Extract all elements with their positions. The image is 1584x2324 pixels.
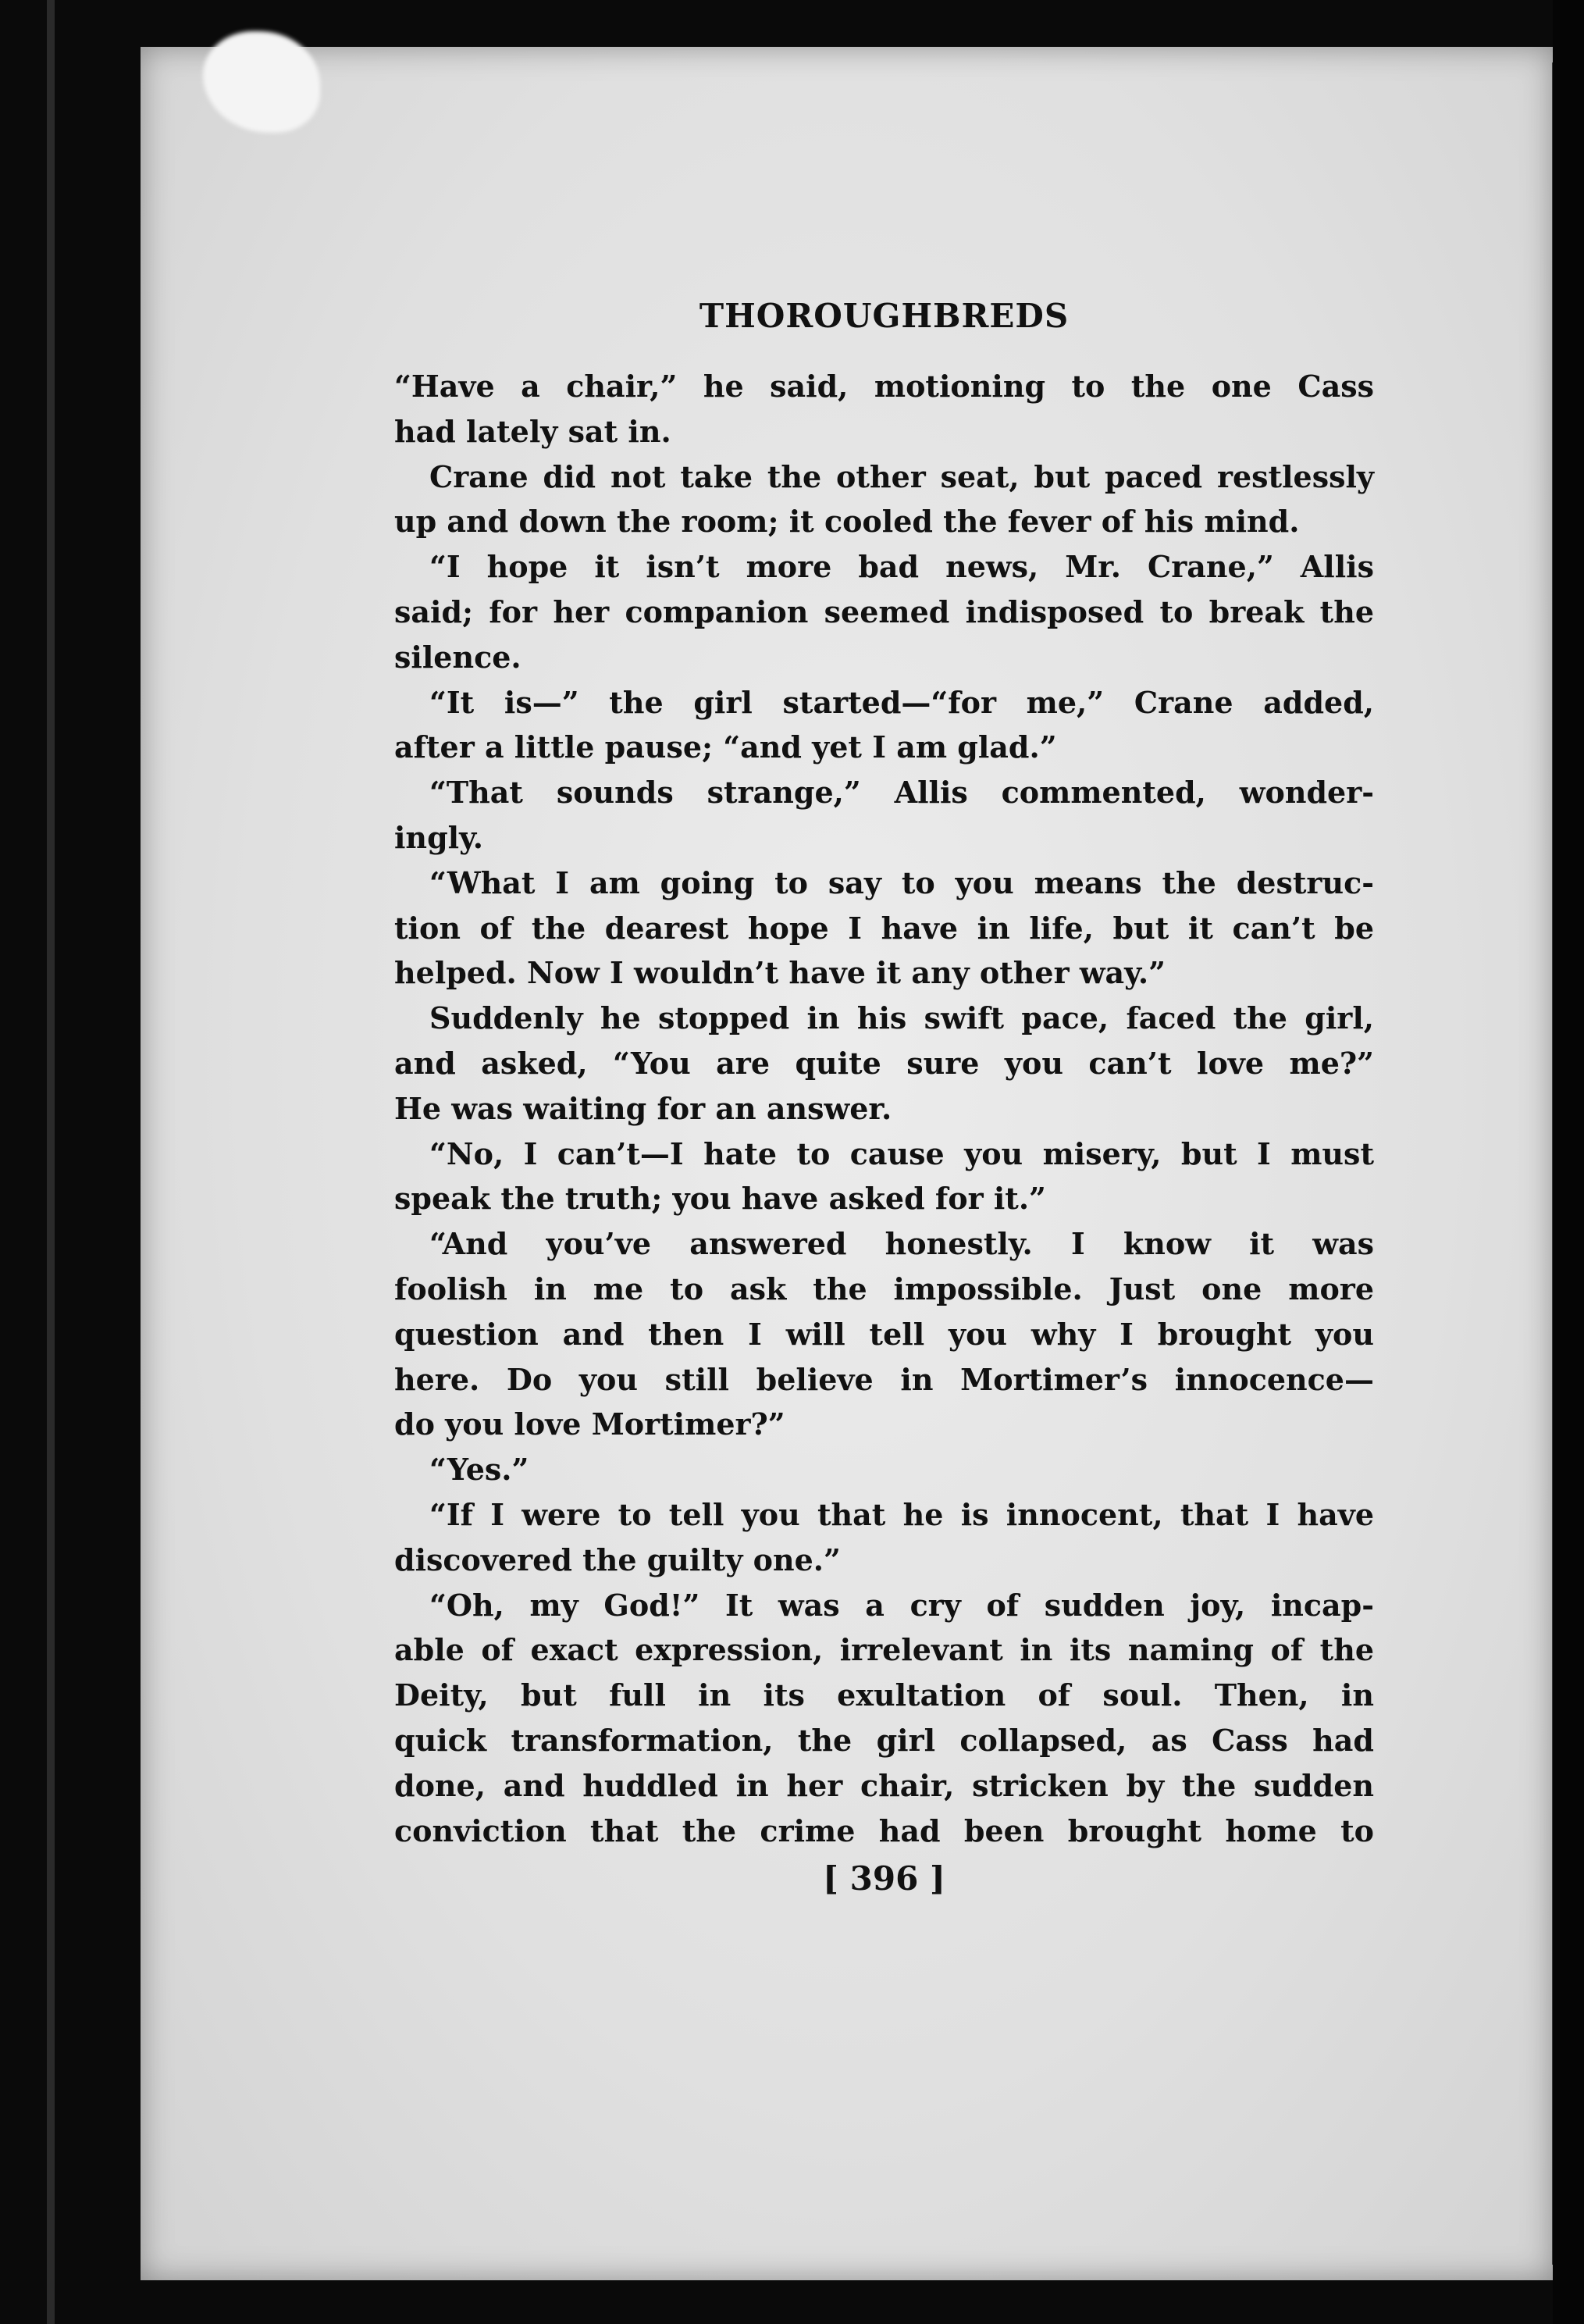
- running-head: THOROUGHBREDS: [699, 297, 1070, 335]
- text-line: He was waiting for an answer.: [394, 1090, 892, 1126]
- page-text-block: [394, 297, 1374, 1900]
- text-line: and asked, “You are quite sure you can’t love me?”: [394, 1045, 1374, 1081]
- text-line: “That sounds strange,” Allis commented, wonder-: [429, 775, 1374, 811]
- text-line: done, and huddled in her chair, stricken by the sudden: [394, 1767, 1374, 1803]
- text-line: silence.: [394, 639, 521, 675]
- text-line: able of exact expression, irrelevant in its naming of the: [394, 1632, 1374, 1668]
- text-line: “Yes.”: [429, 1452, 529, 1488]
- text-line: quick transformation, the girl collapsed, as Cass had: [394, 1722, 1374, 1758]
- text-line: Deity, but full in its exultation of soul. Then, in: [394, 1677, 1374, 1713]
- text-line: “If I were to tell you that he is innocent, that I have: [429, 1496, 1374, 1532]
- right-shadow: [1553, 0, 1584, 2324]
- text-line: here. Do you still believe in Mortimer’s innocence—: [394, 1361, 1374, 1397]
- text-line: conviction that the crime had been brought home to: [394, 1813, 1374, 1848]
- text-line: “I hope it isn’t more bad news, Mr. Crane,” Allis: [429, 549, 1374, 585]
- text-line: “No, I can’t—I hate to cause you misery, but I must: [429, 1135, 1374, 1171]
- text-line: had lately sat in.: [394, 413, 671, 449]
- text-line: question and then I will tell you why I brought you: [394, 1316, 1374, 1352]
- text-line: after a little pause; “and yet I am glad.”: [394, 729, 1057, 765]
- text-line: “Have a chair,” he said, motioning to the one Cass: [394, 369, 1374, 404]
- text-line: up and down the room; it cooled the fever of his mind.: [394, 504, 1300, 540]
- text-line: “Oh, my God!” It was a cry of sudden joy, incap-: [429, 1587, 1374, 1623]
- text-line: “What I am going to say to you means the destruc-: [429, 864, 1374, 900]
- text-line: foolish in me to ask the impossible. Just one more: [394, 1271, 1374, 1306]
- text-line: discovered the guilty one.”: [394, 1542, 841, 1577]
- film-edge-strip: [47, 0, 55, 2324]
- text-line: “And you’ve answered honestly. I know it was: [429, 1226, 1374, 1262]
- text-line: do you love Mortimer?”: [394, 1406, 785, 1442]
- text-line: said; for her companion seemed indisposed to break the: [394, 593, 1374, 629]
- text-line: ingly.: [394, 819, 484, 855]
- text-line: Suddenly he stopped in his swift pace, faced the girl,: [429, 1000, 1374, 1036]
- text-line: “It is—” the girl started—“for me,” Crane added,: [429, 684, 1374, 720]
- text-line: speak the truth; you have asked for it.”: [394, 1181, 1046, 1217]
- text-line: tion of the dearest hope I have in life, but it can’t be: [394, 910, 1374, 946]
- page-number: [ 396 ]: [823, 1859, 945, 1898]
- text-line: helped. Now I wouldn’t have it any other way.”: [394, 955, 1166, 991]
- text-line: Crane did not take the other seat, but paced restlessly: [429, 458, 1374, 494]
